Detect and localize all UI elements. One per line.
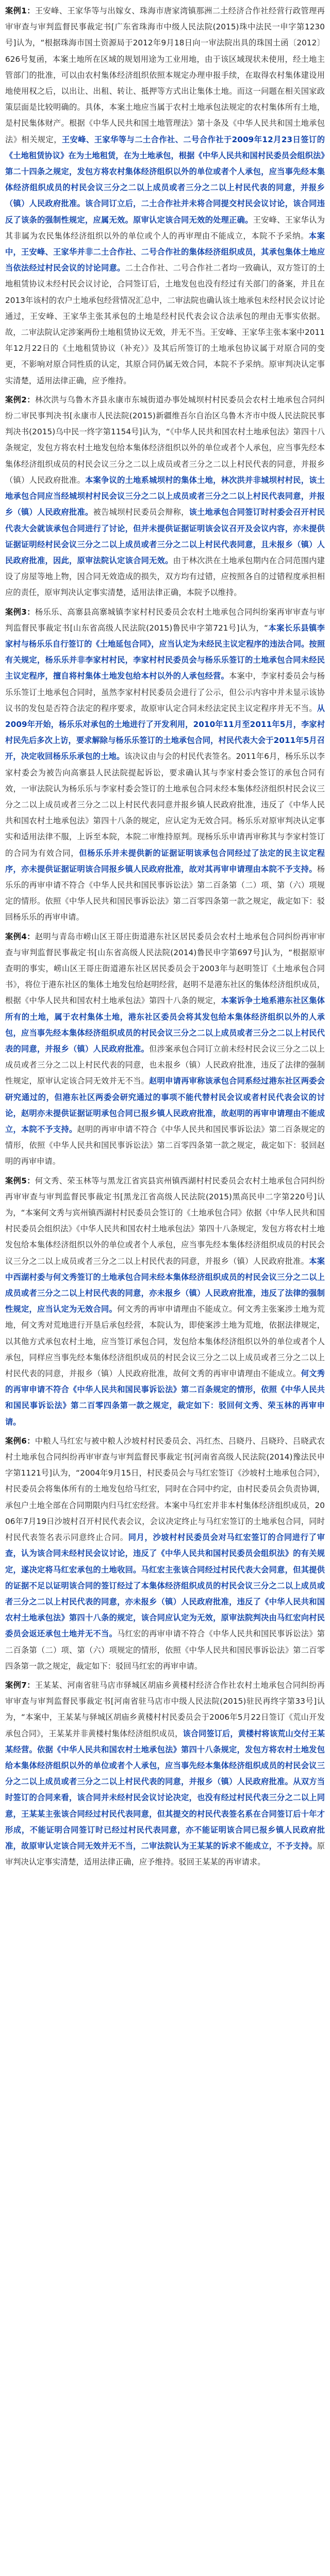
body-text: 王安峰、王家华等与出嫁女、珠海市唐家湾镇那洲二土经济合作社经营行政管理再审审查与审判监督民事裁定书[广东省珠海市中级人民法院(2015)珠中法民一申字第1230号]认为，“根据珠海市国土资源局于2012年9月18日向一审法院出具的珠国土函〔2012〕626号复函，本案土地所在区域的规划用途为工业用地，由于该区域现状未使用，经土地主管部门的批准，可以由农村集体经济组织依照本规定办理申报手续，在取得农村集体建设用地使用权之后，以出让、出租、转让、抵押等方式出让集体土地。而这一问题在相关国家政策层面是比较明确的。具体，本案土地应当属于农村土地承包法规定的农村集体所有土地，是村民集体财产。根据《中华人民共和国土地管理法》第十条及《中华人民共和国土地承包法》相关规定， — [5, 6, 325, 144]
body-text: 杨乐乐的再审申请不符合《中华人民共和国民事诉讼法》第二百条第（二）项、第（六）项规定的情形。依照《中华人民共和国民事诉讼法》第二百零四条第一款之规定，裁定如下：驳回杨乐乐的再审申请。 — [5, 864, 325, 922]
body-text: 由于林次洪在土地承包期内在合同范围内建设了房屋等地上物，因合同无效造成的损失，双方均有过错，应按照各自的过错程度承担相应的责任，原审判决认定事实清楚，适用法律正确，本院予以维持。 — [5, 555, 325, 598]
case-paragraph — [5, 3, 325, 389]
case-label: 案例7： — [5, 1680, 35, 1690]
highlighted-text: 该土地承包合同签订时村委会召开村民代表大会就该承包合同进行了讨论，但并未提供证据证明该会议召开及会议内容，亦未提供证据证明经村民会议三分之二以上成员或者三分之二以上村民代表同意，且未报乡（镇）人民政府批准，因此，原审法院认定该合同无效。 — [5, 507, 325, 565]
highlighted-text: 王安峰、王家华等与二土合作社、二号合作社于2009年12月23日签订的《土地租赁协议》在为土地租赁，在为土地承包，根据《中华人民共和国村民委员会组织法》第二十四条之规定，发包方将农村集体经济组织以外的单位或者个人承包，应当事先经本集体经济组织成员的村民会议三分之二以上成员或者三分之二以上村民代表的同意，并报乡（镇）人民政府批准。该合同订立后，二土合作社并未将合同提交村民会议讨论，该合同违反了该条的强制性规定，应属无效。原审认定该合同无效的处理正确。 — [5, 134, 325, 225]
highlighted-text: 该合同签订后，黄楼村将该荒山交付王某某经营。依据《中华人民共和国农村土地承包法》第四十八条规定，发包方将农村土地发包给本集体经济组织以外的单位或者个人承包，应当事先经本集体经济组织成员的村民会议三分之二以上成员或者三分之二以上村民代表的同意，并报乡（镇）人民政府批准。 — [5, 1728, 325, 1787]
body-text: 该决议由与会的村民代表签名。2011年6月，杨乐乐以李家村委会为被告向高寨县人民法院提起诉讼，要求确认其与李家村委会签订的承包合同有效，一审法院认为杨乐乐与李家村委会签订的土地承包合同未经本集体经济组织村民会议三分之二以上成员或者三分之二以上村民代表同意并报乡镇人民政府批准，违反了《中华人民共和国农村土地承包法》第四十八条的规定，应认定为无效合同。杨乐乐对原审判决认定事实和适用法律不服，上诉至本院，本院二审维持原判。现杨乐乐申请再审称其与李家村签订的合同为有效合同， — [5, 752, 325, 858]
body-text: 本案中，李家村委员会与杨乐乐签订土地承包合同时，虽然李家村村民委员会进行了公示，但公示内容中并未显示该协议书的发包是否符合法定的程序要求，故原审认定合同未经法定民主议定程序并无不当。 — [5, 671, 325, 713]
case-paragraph — [5, 929, 325, 1170]
body-text: 王安峰、王家华认为其非属为农民集体经济组织以外的单位或个人的再审理由不能成立，本院不予采纳。 — [5, 215, 325, 241]
body-text: 赵明的再审申请不符合《中华人民共和国民事诉讼法》第二百条规定的情形，依照《中华人民共和国民事诉讼法》第二百零四条第一款之规定，裁定如下：驳回赵明的再审申请。 — [5, 1125, 325, 1166]
highlighted-text: 马红宏主张该合同经过村民代表大会同意，但其提供的证据不足以证明该合同的签订经过了本集体经济组织成员的村民会议三分之二以上成员或者三分之二以上村民代表的同意，亦未报乡（镇）人民政府批准，违反了《中华人民共和国农村土地承包法》第四十八条的规定，该合同应认定为无效，原审法院判决由马红宏向村民委员会返还承包土地并无不当。 — [5, 1565, 325, 1639]
highlighted-text: 本案长乐县镇李家村与杨乐乐自行签订的《土地延包合同》，应当认定为未经民主议定程序的违法合同。按照有关规定，杨乐乐并非李家村村民，李家村村民委员会与杨乐乐签订的土地承包合同未经民主议定程序，擅自将村集体土地发包给本村以外的人承包经营。 — [5, 623, 325, 681]
body-text: 何文秀的再审申请理由不能成立。何文秀主张案涉土地为荒地，何文秀对荒地进行开垦后承包经营，本院认为，即使案涉土地为荒地，依据法律规定，以其他方式承包农村土地，应当签订承包合同，发包给本集体经济组织以外的单位或者个人承包，同样应当事先经本集体经济组织成员的村民会议三分之二以上成员或者三分之二以上村民代表的同意，并报乡（镇）人民政府批准，故何文秀的再审申请理由不能成立。 — [5, 1304, 325, 1379]
body-text: 但涉案承包合同订立前未经村民会议三分之二以上成员或者三分之二以上村民代表的同意，也未报乡（镇）人民政府批准，违反了法律的强制性规定，原审认定该合同无效并无不当。 — [5, 1044, 325, 1086]
case-paragraph — [5, 392, 325, 601]
case-block-7 — [5, 1677, 325, 1870]
body-text: 赵明与青岛市崂山区王哥庄街道港东社区居民委员会农村土地承包合同纠纷再审审查与审判监督民事裁定书[山东省高级人民法院(2014)鲁民申字第697号]认为，“根据原审查明的事实，崂山区王哥庄街道港东社区居民委员会于2003年与赵明签订《土地承包合同书》，将位于港东社区的集体土地发包给赵明经营，赵明不是港东社区的集体经济组织成员，根据《中华人民共和国农村土地承包法》第四十八条的规定， — [5, 931, 325, 1006]
case-paragraph — [5, 604, 325, 926]
body-text: 林次洪与乌鲁木齐县永康市东城街道办事处城坝村村民委员会农村土地承包合同纠纷二审民事判决书[永康市人民法院(2015)新疆维吾尔自治区乌鲁木齐市中级人民法院民事判决书(2015)乌中民一终字第1154号]认为，“《中华人民共和国农村土地承包法》第四十八条规定，发包方将农村土地发包给本集体经济组织以外的单位或者个人承包，应当事先经本集体经济组织成员的村民会议三分之二以上成员或者三分之二以上村民代表的同意，并报乡（镇）人民政府批准。 — [5, 395, 325, 485]
body-text: 何文秀、荣玉林等与黑龙江省宾县宾州镇西湖村村民委员会农村土地承包合同纠纷再审审查与审判监督民事裁定书[黑龙江省高级人民法院(2015)黑高民申二字第220号]认为，“本案何文秀与宾州镇西湖村村民委员会签订的《土地承包合同》依据《中华人民共和国村民委员会组织法》《中华人民共和国农村土地承包法》第四十八条规定，发包方将农村土地发包给本集体经济组织以外的单位或者个人承包，应当事先经本集体经济组织成员的村民会议三分之二以上成员或者三分之二以上村民代表的同意，并报乡（镇）人民政府批准。 — [5, 1176, 325, 1266]
case-paragraph — [5, 1433, 325, 1674]
highlighted-text: 同月，沙坡村村民委员会对马红宏签订的合同进行了审查，认为该合同未经村民会议讨论，违反了《中华人民共和国村民委员会组织法》的有关规定，遂决定将马红宏承包的土地收回。 — [5, 1533, 325, 1574]
body-text: 王某某、河南省驻马店市驿城区胡庙乡黄楼村经济合作社农村土地承包合同纠纷再审审查与审判监督民事裁定书[河南省驻马店市中级人民法院(2015)驻民再终字第33号]认为，“本案中，王某某与驿城区胡庙乡黄楼村村民委员会于2006年5月22日签订《荒山开发承包合同》，王某某并非黄楼村集体经济组织成员， — [5, 1680, 325, 1738]
highlighted-text: 本案中，王安峰、王家华并非二土合作社、二号合作社的集体经济组织成员，其承包集体土地应当依法经过村民会议的讨论同意。 — [5, 231, 325, 273]
highlighted-text: 但杨乐乐并未提供新的证据证明该承包合同经过了法定的民主议定程序，亦未提供证据证明该合同报乡镇人民政府批准，故对其再审申请理由本院不予支持。 — [5, 848, 325, 874]
highlighted-text: 本案中西湖村委与何文秀签订的土地承包合同未经本集体经济组织成员的村民会议三分之二以上成员或者三分之二以上村民代表的同意，亦未报乡（镇）人民政府批准，违反了法律的强制性规定，应当认定为无效合同。 — [5, 1256, 325, 1314]
body-text: 二土合作社、二号合作社二者均一致确认，双方签订的土地租赁协议未经村民会议讨论，合同签订后，土地发包也没有经过有关部门的备案，并且在2013年该村的农户土地承包经营情况汇总中，二审法院也确认该土地承包未经村民会议讨论通过，王安峰、王家华主张其承包的土地是经村民代表会议合法承包的理由无事实依据。故，二审法院认定涉案两份土地租赁协议无效，并无不当。王安峰、王家华主张本案中2011年12月22日的《土地租赁协议（补充）》及其后所签订的土地承包协议属于对原合同的变更，不影响对原合同性质的认定，其原合同仍属无效合同，本院不予采纳。原审判决认定事实清楚，适用法律正确，应予维持。 — [5, 263, 325, 385]
case-paragraph — [5, 1677, 325, 1870]
case-label: 案例6： — [5, 1436, 35, 1446]
body-text: 原审判决认定事实清楚，适用法律正确，应予维持。驳回王某某的再审请求。 — [5, 1841, 325, 1867]
case-paragraph — [5, 1173, 325, 1430]
case-label: 案例5： — [5, 1176, 35, 1185]
case-label: 案例1： — [5, 6, 35, 15]
case-label: 案例2： — [5, 395, 35, 404]
highlighted-text: 何文秀的再审申请不符合《中华人民共和国民事诉讼法》第二百条规定的情形，依照《中华人民共和国民事诉讼法》第二百零四条第一款之规定，裁定如下：驳回何文秀、荣玉林的再审申请。 — [5, 1369, 325, 1427]
highlighted-text: 从双方当时签订的合同来看，该合同并未经村民会议讨论决定，也没有经过村民代表三分之二以上同意，王某某主张该合同经过村民代表同意，但其提交的村民代表签名系在合同签订后十年才形成，不能证明合同签订时已经过村民代表同意，亦不能证明该合同已报乡镇人民政府批准，故原审认定该合同无效并无不当，二审法院认为王某某的诉求不能成立，不予支持。 — [5, 1777, 325, 1851]
body-text: 马红宏的再审申请不符合《中华人民共和国民事诉讼法》第二百条第（二）项、第（六）项规定的情形，依照《中华人民共和国民事诉讼法》第二百零四条第一款之规定，裁定如下：驳回马红宏的再审申请。 — [5, 1629, 325, 1671]
case-block-6 — [5, 1433, 325, 1674]
body-text: 杨乐乐、高寨县高寨城镇李家村村民委员会农村土地承包合同纠纷案再审审查与审判监督民事裁定书[山东省高级人民法院(2015)鲁民申字第721号]认为，“ — [5, 607, 325, 633]
highlighted-text: 赵明申请再审称该承包合同系经过港东社区两委会研究通过的，但港东社区两委会研究通过的事项不能代替村民会议或者村民代表会议的讨论，赵明亦未提供证据证明承包合同已报乡镇人民政府批准，故赵明的再审申请理由不能成立，本院不予支持。 — [5, 1076, 325, 1134]
case-block-4 — [5, 929, 325, 1170]
body-text: 中粮人马红宏与被中粮人沙坡村村民委员会、冯红杰、吕晓丹、吕晓玲、吕晓武农村土地承包合同纠纷再审审查与审判监督民事裁定书[河南省高级人民法院(2014)豫法民申字第1121号]认为，“2004年9月15日，村民委员会与马红宏签订《沙坡村土地承包合同》，村民委员会将集体所有的土地发包给马红宏，同时在合同中约定，由村民委员会负责协调，承包户土地全部在合同期限内归马红宏经营。本案中马红宏并非本村集体经济组织成员，2006年7月19日沙坡村召开村民代表会议，会议决定终止与马红宏签订的土地承包合同，同时村民代表签名表示同意终止合同。 — [5, 1436, 325, 1543]
body-text: 被告城坝村民委员会辩称， — [93, 507, 189, 517]
case-label: 案例4： — [5, 931, 35, 941]
case-block-2 — [5, 392, 325, 601]
case-label: 案例3： — [5, 607, 35, 617]
highlighted-text: 本案诉争土地系港东社区集体所有的土地，属于农村集体土地，港东社区委员会将其发包给本集体经济组织以外的人承包，应当事先经本集体经济组织成员的村民会议三分之二以上成员或者三分之二以上村民代表的同意，并报乡（镇）人民政府批准。 — [5, 996, 325, 1054]
case-block-5 — [5, 1173, 325, 1430]
case-block-1 — [5, 3, 325, 389]
highlighted-text: 从2009年开始，杨乐乐对承包的土地进行了开发利用，2010年11月至2011年5月，李家村村民先后多次上访，要求解除与杨乐乐签订的土地承包合同，村民代表大会于2011年5月召开，决定收回杨乐乐承包的土地。 — [5, 703, 325, 761]
highlighted-text: 本案争议的土地系城坝村的集体土地，林次洪并非城坝村村民，该土地承包合同应当经城坝村村民会议三分之二以上成员或者三分之二以上村民代表同意，并报乡（镇）人民政府批准。 — [5, 475, 325, 517]
case-block-3 — [5, 604, 325, 926]
